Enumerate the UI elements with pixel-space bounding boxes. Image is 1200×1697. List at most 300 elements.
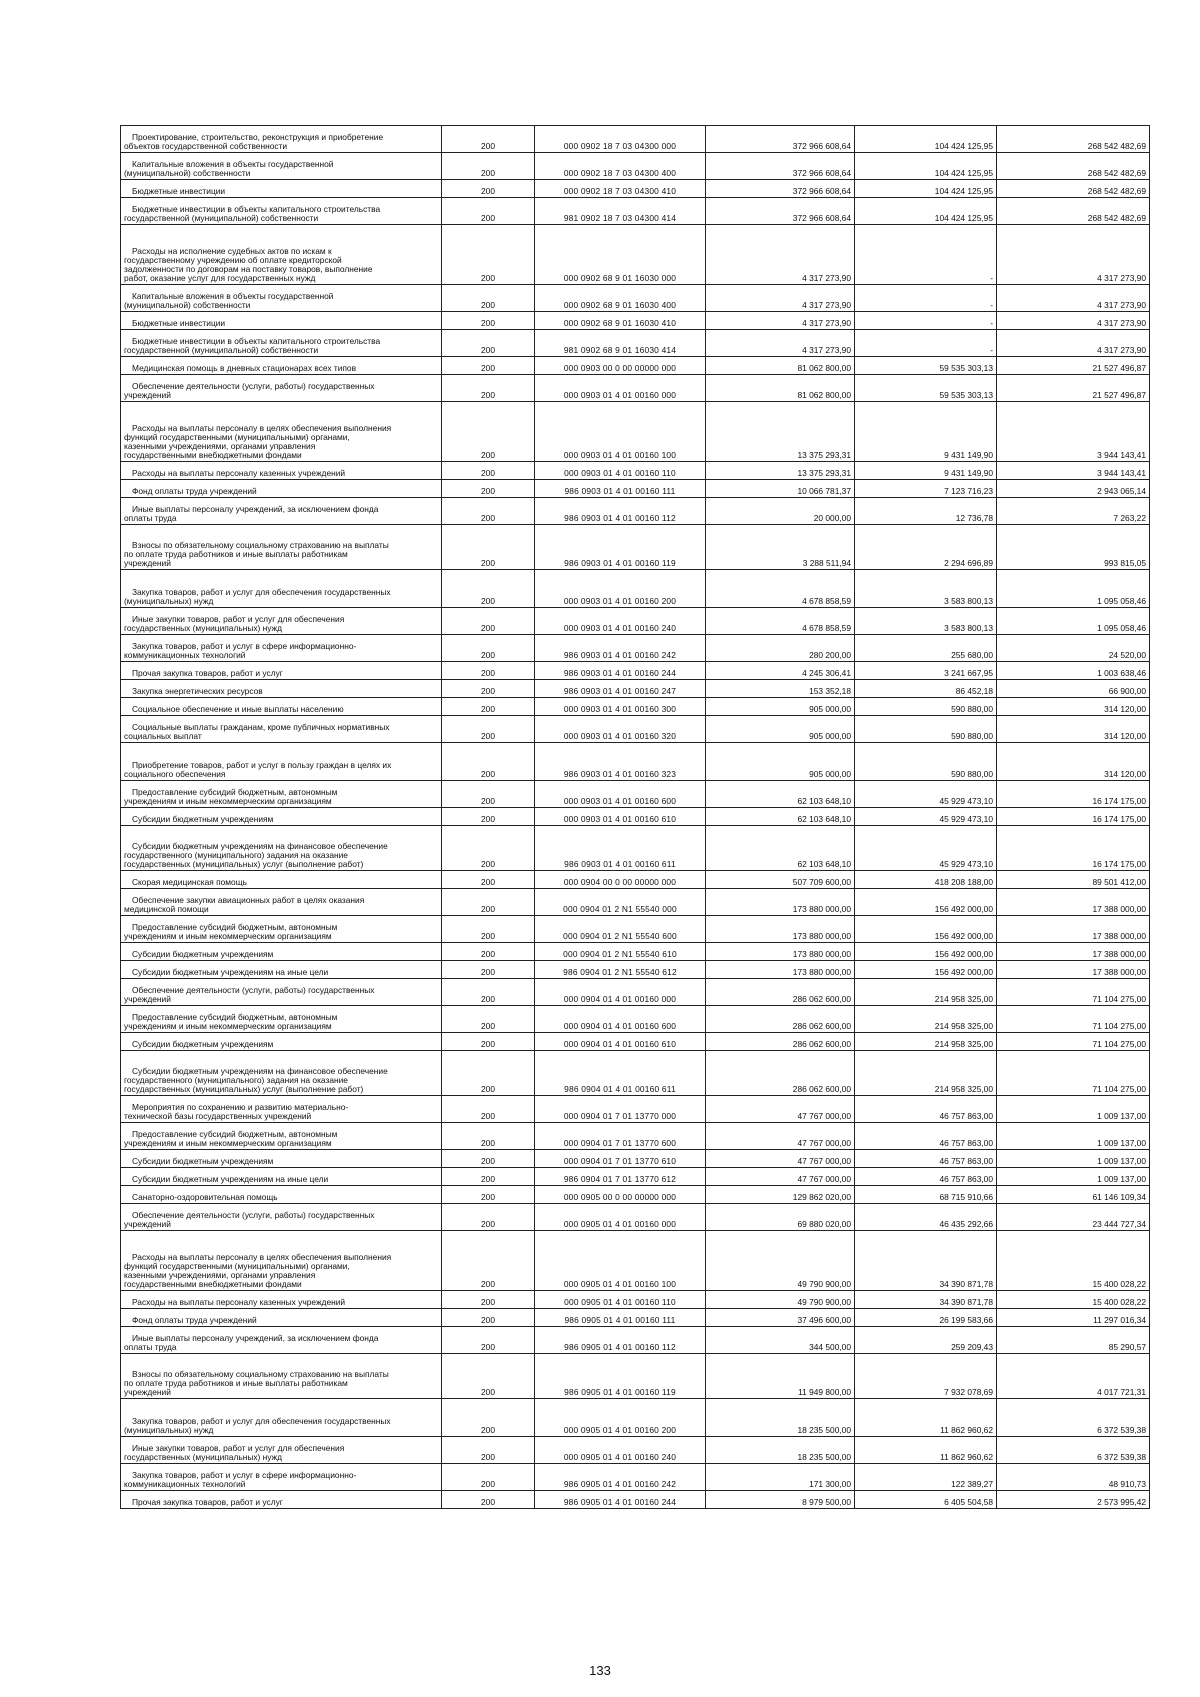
expense-name-line: государственными внебюджетными фондами — [124, 449, 302, 460]
line-code-cell: 200 — [442, 979, 535, 1006]
expense-name-line: Расходы на выплаты персоналу казенных учреждений — [132, 467, 346, 478]
executed-amount-cell: 156 492 000,00 — [855, 943, 997, 961]
executed-amount-cell: 11 862 960,62 — [855, 1437, 997, 1464]
table-row — [121, 480, 1150, 498]
table-row — [121, 698, 1150, 716]
table-row — [121, 743, 1150, 781]
table-row — [121, 808, 1150, 826]
expense-name-cell — [121, 1006, 442, 1033]
executed-amount-cell: 418 208 188,00 — [855, 871, 997, 889]
line-code-cell: 200 — [442, 1096, 535, 1123]
expense-name-line: Капитальные вложения в объекты государственной — [132, 290, 334, 301]
expense-name-line: Приобретение товаров, работ и услуг в пользу граждан в целях их — [132, 759, 392, 770]
expense-name-cell — [121, 1354, 442, 1399]
line-code-cell: 200 — [442, 498, 535, 525]
expense-name-line: Капитальные вложения в объекты государственной — [132, 158, 334, 169]
line-code-cell: 200 — [442, 225, 535, 285]
unexecuted-amount-cell: 314 120,00 — [997, 743, 1150, 781]
executed-amount-cell: 45 929 473,10 — [855, 781, 997, 808]
expense-name-cell — [121, 462, 442, 480]
expense-name-line: Расходы на выплаты персоналу казенных учреждений — [132, 1296, 346, 1307]
budget-classification-code-cell: 981 0902 68 9 01 16030 414 — [535, 330, 706, 357]
budget-classification-code-cell: 981 0902 18 7 03 04300 414 — [535, 198, 706, 225]
unexecuted-amount-cell: 4 317 273,90 — [997, 225, 1150, 285]
line-code-cell: 200 — [442, 716, 535, 743]
budget-report-page — [120, 125, 1149, 1509]
expense-name-line: медицинской помощи — [124, 903, 209, 914]
expense-name-line: учреждений — [124, 1386, 171, 1397]
line-code-cell: 200 — [442, 1150, 535, 1168]
table-body — [121, 126, 1150, 1509]
expense-name-line: Бюджетные инвестиции — [132, 317, 226, 328]
expense-name-cell — [121, 608, 442, 635]
executed-amount-cell: 11 862 960,62 — [855, 1399, 997, 1437]
budget-classification-code-cell: 986 0903 01 4 01 00160 111 — [535, 480, 706, 498]
executed-amount-cell: 59 535 303,13 — [855, 357, 997, 375]
executed-amount-cell: 86 452,18 — [855, 680, 997, 698]
line-code-cell: 200 — [442, 1168, 535, 1186]
budget-classification-code-cell: 000 0904 01 2 N1 55540 600 — [535, 916, 706, 943]
table-row — [121, 402, 1150, 462]
approved-amount-cell: 905 000,00 — [706, 698, 855, 716]
unexecuted-amount-cell: 268 542 482,69 — [997, 180, 1150, 198]
expense-name-cell — [121, 781, 442, 808]
expense-name-cell — [121, 826, 442, 871]
approved-amount-cell: 81 062 800,00 — [706, 357, 855, 375]
expense-name-cell — [121, 698, 442, 716]
table-row — [121, 312, 1150, 330]
expense-name-line: государственной (муниципальной) собственности — [124, 212, 319, 223]
budget-classification-code-cell: 000 0904 01 7 01 13770 610 — [535, 1150, 706, 1168]
expense-name-line: Мероприятия по сохранению и развитию материально- — [132, 1101, 349, 1112]
table-row — [121, 330, 1150, 357]
budget-classification-code-cell: 000 0903 00 0 00 00000 000 — [535, 357, 706, 375]
page-number: 133 — [589, 1663, 611, 1678]
table-row — [121, 916, 1150, 943]
expense-name-line: Медицинская помощь в дневных стационарах всех типов — [132, 362, 357, 373]
table-row — [121, 180, 1150, 198]
unexecuted-amount-cell: 48 910,73 — [997, 1464, 1150, 1491]
approved-amount-cell: 171 300,00 — [706, 1464, 855, 1491]
unexecuted-amount-cell: 17 388 000,00 — [997, 916, 1150, 943]
unexecuted-amount-cell: 1 009 137,00 — [997, 1096, 1150, 1123]
expense-name-line: Субсидии бюджетным учреждениям — [132, 1155, 274, 1166]
expense-name-cell — [121, 330, 442, 357]
executed-amount-cell: 104 424 125,95 — [855, 180, 997, 198]
budget-classification-code-cell: 000 0904 01 4 01 00160 610 — [535, 1033, 706, 1051]
approved-amount-cell: 10 066 781,37 — [706, 480, 855, 498]
line-code-cell: 200 — [442, 312, 535, 330]
expense-name-line: государственных (муниципальных) услуг (выполнение работ) — [124, 1083, 364, 1094]
unexecuted-amount-cell: 4 017 721,31 — [997, 1354, 1150, 1399]
expense-name-line: казенными учреждениями, органами управления — [124, 1269, 316, 1280]
expense-name-line: Прочая закупка товаров, работ и услуг — [132, 1496, 283, 1507]
unexecuted-amount-cell: 314 120,00 — [997, 698, 1150, 716]
expense-name-cell — [121, 889, 442, 916]
unexecuted-amount-cell: 85 290,57 — [997, 1327, 1150, 1354]
approved-amount-cell: 69 880 020,00 — [706, 1204, 855, 1231]
line-code-cell: 200 — [442, 126, 535, 153]
table-row — [121, 1150, 1150, 1168]
line-code-cell: 200 — [442, 525, 535, 570]
expense-name-cell — [121, 498, 442, 525]
budget-classification-code-cell: 000 0902 68 9 01 16030 400 — [535, 285, 706, 312]
budget-classification-code-cell: 000 0903 01 4 01 00160 600 — [535, 781, 706, 808]
approved-amount-cell: 4 678 858,59 — [706, 608, 855, 635]
line-code-cell: 200 — [442, 1204, 535, 1231]
table-row — [121, 1291, 1150, 1309]
executed-amount-cell: 104 424 125,95 — [855, 126, 997, 153]
expense-name-cell — [121, 153, 442, 180]
unexecuted-amount-cell: 4 317 273,90 — [997, 285, 1150, 312]
line-code-cell: 200 — [442, 826, 535, 871]
budget-classification-code-cell: 986 0905 01 4 01 00160 242 — [535, 1464, 706, 1491]
executed-amount-cell: 2 294 696,89 — [855, 525, 997, 570]
budget-classification-code-cell: 000 0903 01 4 01 00160 200 — [535, 570, 706, 608]
executed-amount-cell: 214 958 325,00 — [855, 1006, 997, 1033]
table-row — [121, 961, 1150, 979]
budget-classification-code-cell: 000 0905 00 0 00 00000 000 — [535, 1186, 706, 1204]
approved-amount-cell: 4 678 858,59 — [706, 570, 855, 608]
budget-classification-code-cell: 986 0903 01 4 01 00160 244 — [535, 662, 706, 680]
table-row — [121, 1051, 1150, 1096]
expense-name-cell — [121, 375, 442, 402]
executed-amount-cell: 214 958 325,00 — [855, 1033, 997, 1051]
approved-amount-cell: 372 966 608,64 — [706, 126, 855, 153]
expense-name-line: Закупка товаров, работ и услуг для обеспечения государственных — [132, 586, 391, 597]
expense-name-line: Фонд оплаты труда учреждений — [132, 485, 257, 496]
expense-name-line: государственного (муниципального) задания на оказание — [124, 849, 348, 860]
table-row — [121, 153, 1150, 180]
expense-name-line: функций государственными (муниципальными) органами, — [124, 1260, 350, 1271]
expense-name-line: учреждениям и иным некоммерческим организациям — [124, 1020, 332, 1031]
expense-name-cell — [121, 1309, 442, 1327]
unexecuted-amount-cell: 1 009 137,00 — [997, 1150, 1150, 1168]
approved-amount-cell: 173 880 000,00 — [706, 943, 855, 961]
table-row — [121, 126, 1150, 153]
table-row — [121, 285, 1150, 312]
expense-name-line: Взносы по обязательному социальному страхованию на выплаты — [132, 539, 389, 550]
unexecuted-amount-cell: 71 104 275,00 — [997, 979, 1150, 1006]
unexecuted-amount-cell: 15 400 028,22 — [997, 1291, 1150, 1309]
expense-name-cell — [121, 1291, 442, 1309]
expense-name-line: функций государственными (муниципальными) органами, — [124, 431, 350, 442]
executed-amount-cell: 104 424 125,95 — [855, 153, 997, 180]
budget-classification-code-cell: 986 0903 01 4 01 00160 247 — [535, 680, 706, 698]
line-code-cell: 200 — [442, 781, 535, 808]
table-row — [121, 716, 1150, 743]
approved-amount-cell: 507 709 600,00 — [706, 871, 855, 889]
line-code-cell: 200 — [442, 1123, 535, 1150]
unexecuted-amount-cell: 16 174 175,00 — [997, 826, 1150, 871]
table-row — [121, 357, 1150, 375]
expense-name-line: Обеспечение деятельности (услуги, работы) государственных — [132, 984, 375, 995]
approved-amount-cell: 286 062 600,00 — [706, 1006, 855, 1033]
executed-amount-cell: 3 241 667,95 — [855, 662, 997, 680]
expense-name-line: учреждениям и иным некоммерческим организациям — [124, 1137, 332, 1148]
executed-amount-cell: 590 880,00 — [855, 743, 997, 781]
line-code-cell: 200 — [442, 698, 535, 716]
expense-name-cell — [121, 1150, 442, 1168]
approved-amount-cell: 37 496 600,00 — [706, 1309, 855, 1327]
expense-name-line: Субсидии бюджетным учреждениям на иные цели — [132, 966, 329, 977]
unexecuted-amount-cell: 1 095 058,46 — [997, 608, 1150, 635]
approved-amount-cell: 47 767 000,00 — [706, 1150, 855, 1168]
executed-amount-cell: 122 389,27 — [855, 1464, 997, 1491]
unexecuted-amount-cell: 7 263,22 — [997, 498, 1150, 525]
approved-amount-cell: 905 000,00 — [706, 716, 855, 743]
table-row — [121, 462, 1150, 480]
line-code-cell: 200 — [442, 402, 535, 462]
unexecuted-amount-cell: 24 520,00 — [997, 635, 1150, 662]
unexecuted-amount-cell: 6 372 539,38 — [997, 1399, 1150, 1437]
executed-amount-cell: 156 492 000,00 — [855, 961, 997, 979]
expense-name-line: Социальные выплаты гражданам, кроме публичных нормативных — [132, 721, 390, 732]
expense-name-line: технической базы государственных учреждений — [124, 1110, 312, 1121]
expense-name-cell — [121, 198, 442, 225]
expense-name-cell — [121, 225, 442, 285]
line-code-cell: 200 — [442, 570, 535, 608]
unexecuted-amount-cell: 2 573 995,42 — [997, 1491, 1150, 1509]
expense-name-cell — [121, 1096, 442, 1123]
expense-name-cell — [121, 357, 442, 375]
executed-amount-cell: 9 431 149,90 — [855, 402, 997, 462]
unexecuted-amount-cell: 1 009 137,00 — [997, 1123, 1150, 1150]
expense-name-line: (муниципальных) нужд — [124, 1424, 214, 1435]
expense-name-line: государственных (муниципальных) нужд — [124, 1451, 283, 1462]
unexecuted-amount-cell: 6 372 539,38 — [997, 1437, 1150, 1464]
budget-classification-code-cell: 000 0903 01 4 01 00160 610 — [535, 808, 706, 826]
expense-name-line: социальных выплат — [124, 730, 202, 741]
expense-name-line: Социальное обеспечение и иные выплаты населению — [132, 703, 344, 714]
approved-amount-cell: 81 062 800,00 — [706, 375, 855, 402]
executed-amount-cell: 46 435 292,66 — [855, 1204, 997, 1231]
unexecuted-amount-cell: 1 009 137,00 — [997, 1168, 1150, 1186]
expense-name-cell — [121, 961, 442, 979]
unexecuted-amount-cell: 268 542 482,69 — [997, 198, 1150, 225]
expense-name-cell — [121, 743, 442, 781]
expense-name-cell — [121, 716, 442, 743]
expense-name-line: Расходы на выплаты персоналу в целях обеспечения выполнения — [132, 1251, 392, 1262]
expense-name-cell — [121, 312, 442, 330]
expense-name-cell — [121, 285, 442, 312]
approved-amount-cell: 62 103 648,10 — [706, 808, 855, 826]
table-row — [121, 608, 1150, 635]
unexecuted-amount-cell: 61 146 109,34 — [997, 1186, 1150, 1204]
budget-classification-code-cell: 986 0903 01 4 01 00160 242 — [535, 635, 706, 662]
expense-name-line: по оплате труда работников и иные выплаты работникам — [124, 548, 348, 559]
budget-classification-code-cell: 000 0904 01 2 N1 55540 000 — [535, 889, 706, 916]
expense-name-line: Иные закупки товаров, работ и услуг для обеспечения — [132, 1442, 345, 1453]
expense-name-cell — [121, 662, 442, 680]
table-row — [121, 525, 1150, 570]
approved-amount-cell: 280 200,00 — [706, 635, 855, 662]
table-row — [121, 1491, 1150, 1509]
executed-amount-cell: 156 492 000,00 — [855, 916, 997, 943]
unexecuted-amount-cell: 66 900,00 — [997, 680, 1150, 698]
budget-classification-code-cell: 986 0905 01 4 01 00160 244 — [535, 1491, 706, 1509]
table-row — [121, 826, 1150, 871]
table-row — [121, 979, 1150, 1006]
executed-amount-cell: 3 583 800,13 — [855, 570, 997, 608]
budget-classification-code-cell: 986 0903 01 4 01 00160 611 — [535, 826, 706, 871]
executed-amount-cell: 34 390 871,78 — [855, 1291, 997, 1309]
expense-name-line: Иные выплаты персоналу учреждений, за исключением фонда — [132, 503, 379, 514]
approved-amount-cell: 13 375 293,31 — [706, 402, 855, 462]
table-row — [121, 570, 1150, 608]
unexecuted-amount-cell: 993 815,05 — [997, 525, 1150, 570]
expense-name-line: Субсидии бюджетным учреждениям на иные цели — [132, 1173, 329, 1184]
executed-amount-cell: 46 757 863,00 — [855, 1150, 997, 1168]
expense-name-line: Скорая медицинская помощь — [132, 876, 247, 887]
expense-name-cell — [121, 1327, 442, 1354]
approved-amount-cell: 62 103 648,10 — [706, 781, 855, 808]
expense-name-line: Закупка энергетических ресурсов — [132, 685, 263, 696]
unexecuted-amount-cell: 21 527 496,87 — [997, 375, 1150, 402]
expense-name-cell — [121, 1399, 442, 1437]
approved-amount-cell: 4 317 273,90 — [706, 225, 855, 285]
budget-classification-code-cell: 000 0905 01 4 01 00160 000 — [535, 1204, 706, 1231]
budget-classification-code-cell: 000 0903 01 4 01 00160 300 — [535, 698, 706, 716]
line-code-cell: 200 — [442, 635, 535, 662]
budget-classification-code-cell: 000 0902 18 7 03 04300 000 — [535, 126, 706, 153]
executed-amount-cell: - — [855, 285, 997, 312]
approved-amount-cell: 13 375 293,31 — [706, 462, 855, 480]
expense-name-line: учреждениям и иным некоммерческим организациям — [124, 795, 332, 806]
expense-name-line: объектов государственной собственности — [124, 140, 288, 151]
executed-amount-cell: 46 757 863,00 — [855, 1096, 997, 1123]
line-code-cell: 200 — [442, 1354, 535, 1399]
expense-name-line: Закупка товаров, работ и услуг в сфере информационно- — [132, 640, 357, 651]
unexecuted-amount-cell: 16 174 175,00 — [997, 808, 1150, 826]
table-row — [121, 1464, 1150, 1491]
expense-name-line: Предоставление субсидий бюджетным, автономным — [132, 786, 338, 797]
line-code-cell: 200 — [442, 180, 535, 198]
executed-amount-cell: 156 492 000,00 — [855, 889, 997, 916]
unexecuted-amount-cell: 2 943 065,14 — [997, 480, 1150, 498]
table-row — [121, 1354, 1150, 1399]
table-row — [121, 198, 1150, 225]
expense-name-line: социального обеспечения — [124, 768, 226, 779]
unexecuted-amount-cell: 4 317 273,90 — [997, 312, 1150, 330]
executed-amount-cell: 104 424 125,95 — [855, 198, 997, 225]
expense-name-cell — [121, 1051, 442, 1096]
executed-amount-cell: 68 715 910,66 — [855, 1186, 997, 1204]
line-code-cell: 200 — [442, 375, 535, 402]
line-code-cell: 200 — [442, 871, 535, 889]
table-row — [121, 871, 1150, 889]
line-code-cell: 200 — [442, 153, 535, 180]
expense-name-line: Закупка товаров, работ и услуг для обеспечения государственных — [132, 1415, 391, 1426]
expense-name-line: Субсидии бюджетным учреждениям на финансовое обеспечение — [132, 1065, 388, 1076]
line-code-cell: 200 — [442, 1327, 535, 1354]
approved-amount-cell: 8 979 500,00 — [706, 1491, 855, 1509]
table-row — [121, 781, 1150, 808]
unexecuted-amount-cell: 268 542 482,69 — [997, 153, 1150, 180]
expense-name-line: Предоставление субсидий бюджетным, автономным — [132, 921, 338, 932]
expense-name-cell — [121, 943, 442, 961]
line-code-cell: 200 — [442, 1464, 535, 1491]
unexecuted-amount-cell: 1 003 638,46 — [997, 662, 1150, 680]
expense-name-line: Закупка товаров, работ и услуг в сфере информационно- — [132, 1469, 357, 1480]
expense-name-line: Иные выплаты персоналу учреждений, за исключением фонда — [132, 1332, 379, 1343]
executed-amount-cell: 590 880,00 — [855, 716, 997, 743]
approved-amount-cell: 905 000,00 — [706, 743, 855, 781]
approved-amount-cell: 49 790 900,00 — [706, 1231, 855, 1291]
approved-amount-cell: 286 062 600,00 — [706, 1033, 855, 1051]
unexecuted-amount-cell: 89 501 412,00 — [997, 871, 1150, 889]
expense-name-line: Фонд оплаты труда учреждений — [132, 1314, 257, 1325]
expense-name-cell — [121, 680, 442, 698]
expense-name-line: Иные закупки товаров, работ и услуг для обеспечения — [132, 613, 345, 624]
approved-amount-cell: 286 062 600,00 — [706, 979, 855, 1006]
expense-name-line: Проектирование, строительство, реконструкция и приобретение — [132, 131, 384, 142]
expense-name-cell — [121, 1437, 442, 1464]
approved-amount-cell: 173 880 000,00 — [706, 889, 855, 916]
expense-name-cell — [121, 635, 442, 662]
table-row — [121, 1006, 1150, 1033]
table-row — [121, 498, 1150, 525]
table-row — [121, 943, 1150, 961]
line-code-cell: 200 — [442, 1491, 535, 1509]
expense-name-line: учреждениям и иным некоммерческим организациям — [124, 930, 332, 941]
expense-name-line: Прочая закупка товаров, работ и услуг — [132, 667, 283, 678]
unexecuted-amount-cell: 16 174 175,00 — [997, 781, 1150, 808]
line-code-cell: 200 — [442, 1309, 535, 1327]
executed-amount-cell: 59 535 303,13 — [855, 375, 997, 402]
budget-classification-code-cell: 000 0904 01 7 01 13770 600 — [535, 1123, 706, 1150]
expense-name-cell — [121, 979, 442, 1006]
approved-amount-cell: 153 352,18 — [706, 680, 855, 698]
approved-amount-cell: 49 790 900,00 — [706, 1291, 855, 1309]
executed-amount-cell: 6 405 504,58 — [855, 1491, 997, 1509]
expense-name-line: Предоставление субсидий бюджетным, автономным — [132, 1128, 338, 1139]
budget-classification-code-cell: 000 0905 01 4 01 00160 110 — [535, 1291, 706, 1309]
expense-name-line: Обеспечение закупки авиационных работ в целях оказания — [132, 894, 365, 905]
budget-classification-code-cell: 986 0904 01 2 N1 55540 612 — [535, 961, 706, 979]
expense-name-line: государственного (муниципального) задания на оказание — [124, 1074, 348, 1085]
unexecuted-amount-cell: 3 944 143,41 — [997, 462, 1150, 480]
budget-classification-code-cell: 000 0904 01 2 N1 55540 610 — [535, 943, 706, 961]
expense-name-line: Бюджетные инвестиции — [132, 185, 226, 196]
expense-name-line: Расходы на выплаты персоналу в целях обеспечения выполнения — [132, 422, 392, 433]
line-code-cell: 200 — [442, 608, 535, 635]
approved-amount-cell: 4 245 306,41 — [706, 662, 855, 680]
executed-amount-cell: 46 757 863,00 — [855, 1168, 997, 1186]
table-row — [121, 1096, 1150, 1123]
table-row — [121, 1309, 1150, 1327]
budget-classification-code-cell: 986 0905 01 4 01 00160 111 — [535, 1309, 706, 1327]
budget-classification-code-cell: 000 0904 00 0 00 00000 000 — [535, 871, 706, 889]
expense-name-line: Бюджетные инвестиции в объекты капитального строительства — [132, 203, 381, 214]
table-row — [121, 1186, 1150, 1204]
expense-name-cell — [121, 916, 442, 943]
approved-amount-cell: 372 966 608,64 — [706, 153, 855, 180]
approved-amount-cell: 47 767 000,00 — [706, 1168, 855, 1186]
expense-name-line: государственному учреждению об оплате кредиторской — [124, 254, 342, 265]
budget-classification-code-cell: 986 0904 01 4 01 00160 611 — [535, 1051, 706, 1096]
unexecuted-amount-cell: 314 120,00 — [997, 716, 1150, 743]
expense-name-line: государственной (муниципальной) собственности — [124, 344, 319, 355]
expense-name-cell — [121, 808, 442, 826]
line-code-cell: 200 — [442, 1051, 535, 1096]
expense-name-cell — [121, 1204, 442, 1231]
expense-name-line: работ, оказание услуг для государственных нужд — [124, 272, 316, 283]
line-code-cell: 200 — [442, 743, 535, 781]
expense-name-cell — [121, 480, 442, 498]
budget-classification-code-cell: 986 0905 01 4 01 00160 119 — [535, 1354, 706, 1399]
expense-name-line: казенными учреждениями, органами управления — [124, 440, 316, 451]
